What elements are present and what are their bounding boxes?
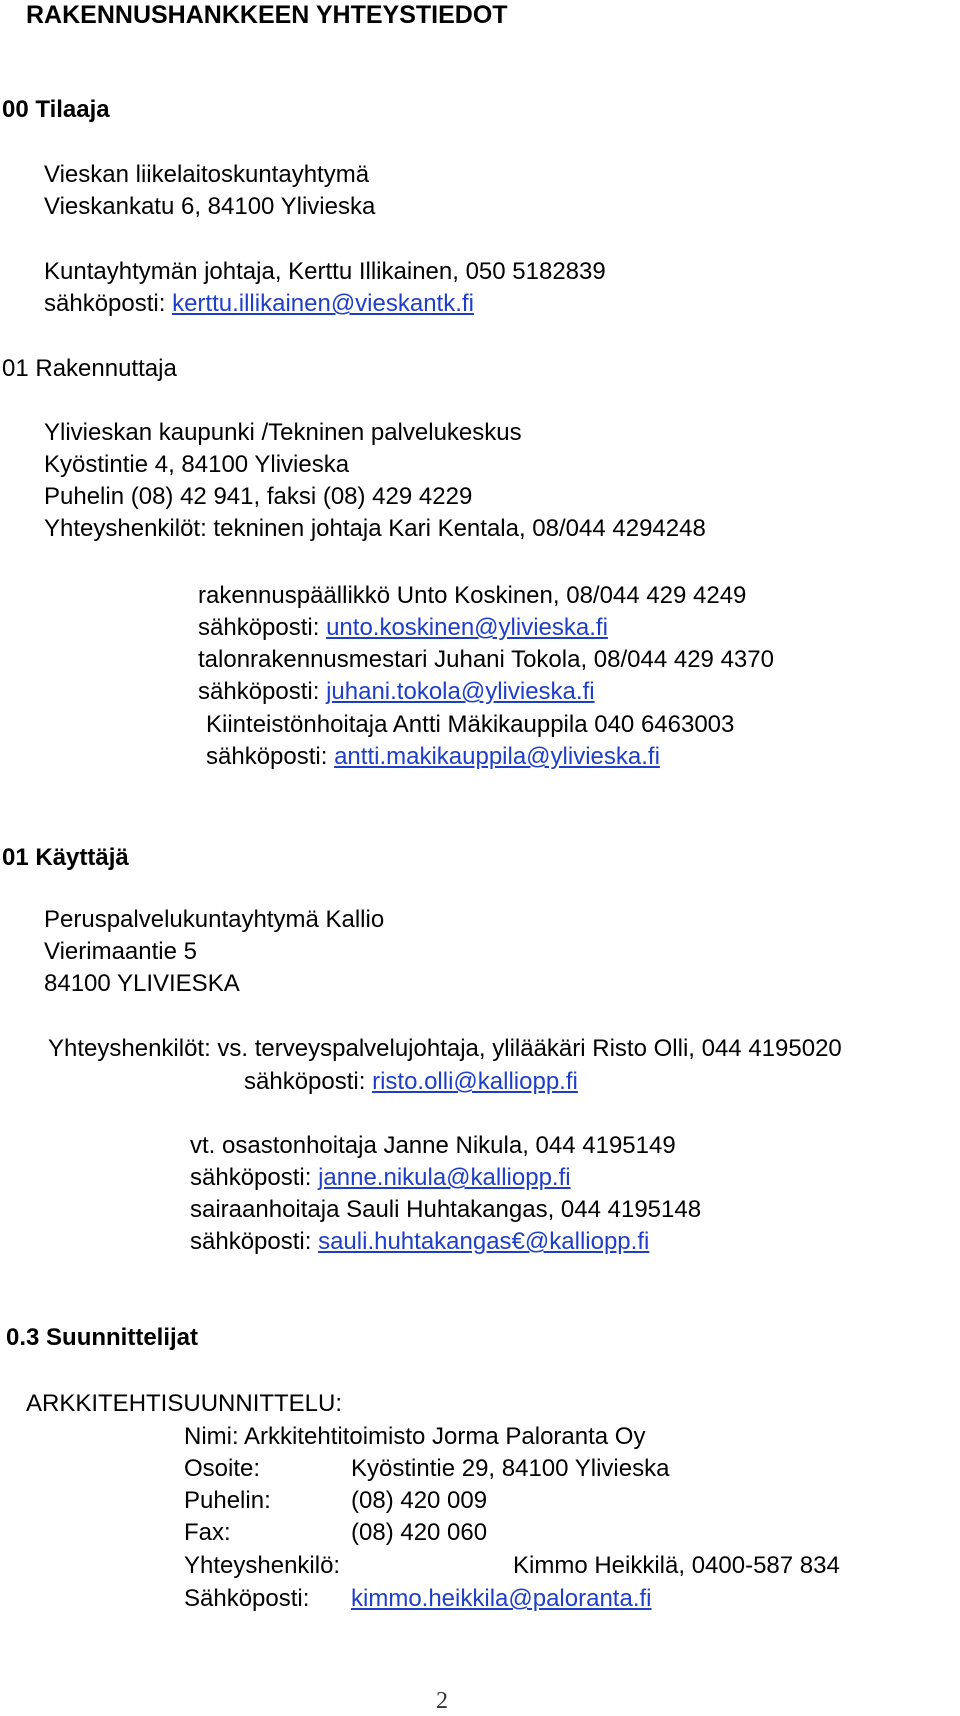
email-label: sähköposti: — [44, 290, 173, 317]
tilaaja-address: Vieskankatu 6, 84100 Ylivieska — [44, 193, 376, 220]
rakennuttaja-email-link-2[interactable]: unto.koskinen@ylivieska.fi — [326, 614, 608, 641]
kayttaja-email-link-2[interactable]: janne.nikula@kalliopp.fi — [318, 1164, 571, 1191]
sahkoposti-value — [351, 1584, 651, 1614]
email-label: sähköposti: — [206, 743, 335, 770]
tilaaja-email-line — [44, 289, 474, 319]
rakennuttaja-contacts: Yhteyshenkilöt: tekninen johtaja Kari Kentala, 08/044 4294248 — [44, 515, 706, 542]
page-title: RAKENNUSHANKKEEN YHTEYSTIEDOT — [26, 1, 508, 29]
kayttaja-street: Vierimaantie 5 — [44, 938, 197, 965]
tilaaja-name: Vieskan liikelaitoskuntayhtymä — [44, 161, 370, 188]
section-heading-tilaaja: 00 Tilaaja — [2, 96, 110, 123]
tilaaja-email-link[interactable]: kerttu.illikainen@vieskantk.fi — [172, 290, 474, 317]
rakennuttaja-contact-4: Kiinteistönhoitaja Antti Mäkikauppila 040 6463003 — [206, 711, 735, 738]
yhteyshenkilo-label: Yhteyshenkilö: — [184, 1552, 341, 1579]
email-label: sähköposti: — [190, 1228, 319, 1255]
kayttaja-city: 84100 YLIVIESKA — [44, 970, 240, 997]
kayttaja-email-link-3[interactable]: sauli.huhtakangas€@kalliopp.fi — [318, 1228, 650, 1255]
email-label: sähköposti: — [198, 614, 327, 641]
email-label: sähköposti: — [198, 678, 327, 705]
rakennuttaja-phone: Puhelin (08) 42 941, faksi (08) 429 4229 — [44, 483, 473, 510]
fax-label: Fax: — [184, 1519, 231, 1546]
suunnittelija-nimi: Nimi: Arkkitehtitoimisto Jorma Paloranta Oy — [184, 1423, 646, 1450]
email-label: sähköposti: — [244, 1068, 373, 1095]
rakennuttaja-address: Kyöstintie 4, 84100 Ylivieska — [44, 451, 350, 478]
rakennuttaja-email-line-4 — [206, 742, 660, 772]
rakennuttaja-email-line-2 — [198, 613, 608, 643]
kayttaja-name: Peruspalvelukuntayhtymä Kallio — [44, 906, 385, 933]
kayttaja-email-line-1 — [244, 1067, 578, 1097]
page-number: 2 — [436, 1688, 448, 1714]
osoite-value: Kyöstintie 29, 84100 Ylivieska — [351, 1455, 670, 1482]
puhelin-label: Puhelin: — [184, 1487, 271, 1514]
suunnittelija-email-link[interactable]: kimmo.heikkila@paloranta.fi — [351, 1585, 652, 1612]
tilaaja-contact: Kuntayhtymän johtaja, Kerttu Illikainen, 050 5182839 — [44, 258, 606, 285]
kayttaja-contact-3: sairaanhoitaja Sauli Huhtakangas, 044 4195148 — [190, 1196, 702, 1223]
rakennuttaja-email-line-3 — [198, 677, 595, 707]
rakennuttaja-email-link-4[interactable]: antti.makikauppila@ylivieska.fi — [334, 743, 660, 770]
rakennuttaja-name: Ylivieskan kaupunki /Tekninen palvelukeskus — [44, 419, 522, 446]
section-heading-rakennuttaja: 01 Rakennuttaja — [2, 355, 177, 382]
kayttaja-contacts: Yhteyshenkilöt: vs. terveyspalvelujohtaja, ylilääkäri Risto Olli, 044 4195020 — [48, 1035, 842, 1062]
rakennuttaja-email-link-3[interactable]: juhani.tokola@ylivieska.fi — [326, 678, 595, 705]
suunnittelu-category: ARKKITEHTISUUNNITTELU: — [26, 1390, 343, 1417]
kayttaja-email-line-2 — [190, 1163, 571, 1193]
kayttaja-email-link-1[interactable]: risto.olli@kalliopp.fi — [372, 1068, 578, 1095]
kayttaja-contact-2: vt. osastonhoitaja Janne Nikula, 044 4195149 — [190, 1132, 676, 1159]
sahkoposti-label: Sähköposti: — [184, 1585, 310, 1612]
yhteyshenkilo-value: Kimmo Heikkilä, 0400-587 834 — [513, 1552, 840, 1579]
osoite-label: Osoite: — [184, 1455, 261, 1482]
rakennuttaja-contact-3: talonrakennusmestari Juhani Tokola, 08/044 429 4370 — [198, 646, 774, 673]
puhelin-value: (08) 420 009 — [351, 1487, 488, 1514]
kayttaja-email-line-3 — [190, 1227, 649, 1257]
email-label: sähköposti: — [190, 1164, 319, 1191]
section-heading-suunnittelijat: 0.3 Suunnittelijat — [6, 1324, 199, 1351]
fax-value: (08) 420 060 — [351, 1519, 488, 1546]
rakennuttaja-contact-2: rakennuspäällikkö Unto Koskinen, 08/044 429 4249 — [198, 582, 747, 609]
section-heading-kayttaja: 01 Käyttäjä — [2, 844, 129, 871]
